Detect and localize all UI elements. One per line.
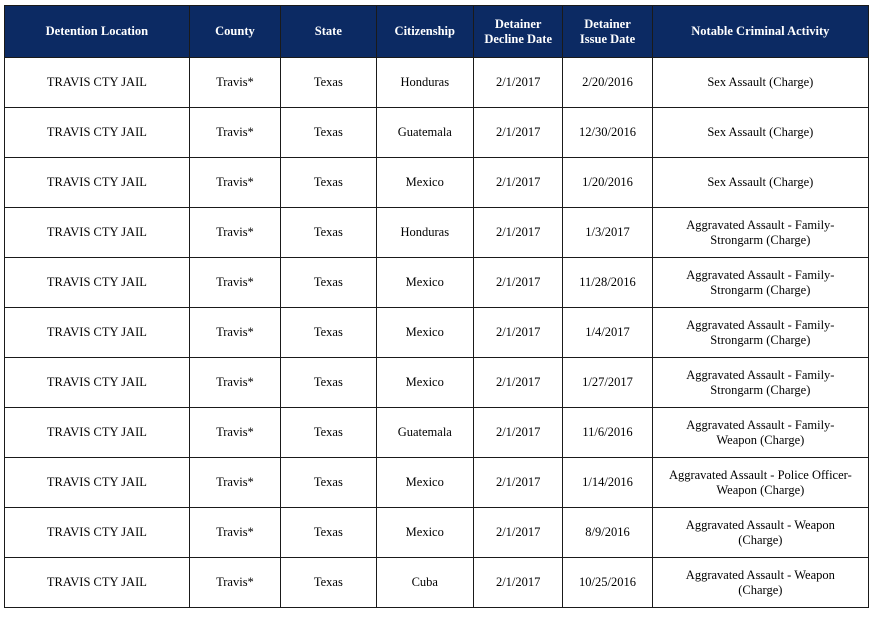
cell-state: Texas bbox=[281, 508, 376, 558]
table-row bbox=[5, 558, 869, 608]
detainer-table bbox=[4, 5, 869, 608]
cell-citizenship: Honduras bbox=[376, 208, 473, 258]
cell-detention-location: TRAVIS CTY JAIL bbox=[5, 508, 190, 558]
cell-decline-date: 2/1/2017 bbox=[474, 458, 563, 508]
table-row bbox=[5, 358, 869, 408]
header-label: Citizenship bbox=[394, 24, 455, 38]
activity-line: Sex Assault (Charge) bbox=[707, 75, 814, 89]
cell-criminal-activity bbox=[652, 158, 868, 208]
cell-criminal-activity bbox=[652, 558, 868, 608]
header-label: County bbox=[215, 24, 255, 38]
cell-criminal-activity bbox=[652, 408, 868, 458]
activity-line: Sex Assault (Charge) bbox=[707, 125, 814, 139]
cell-county: Travis* bbox=[189, 258, 280, 308]
activity-line: Sex Assault (Charge) bbox=[707, 175, 814, 189]
cell-citizenship: Mexico bbox=[376, 458, 473, 508]
table-row bbox=[5, 508, 869, 558]
activity-line: Aggravated Assault - Family- bbox=[686, 367, 835, 382]
header-criminal-activity bbox=[652, 6, 868, 58]
cell-issue-date: 2/20/2016 bbox=[563, 58, 652, 108]
cell-county: Travis* bbox=[189, 108, 280, 158]
cell-county: Travis* bbox=[189, 458, 280, 508]
cell-criminal-activity bbox=[652, 208, 868, 258]
header-citizenship bbox=[376, 6, 473, 58]
cell-issue-date: 11/28/2016 bbox=[563, 258, 652, 308]
cell-state: Texas bbox=[281, 208, 376, 258]
table-row bbox=[5, 158, 869, 208]
table-row bbox=[5, 408, 869, 458]
table-body bbox=[5, 58, 869, 608]
cell-decline-date: 2/1/2017 bbox=[474, 208, 563, 258]
header-detention-location bbox=[5, 6, 190, 58]
cell-criminal-activity bbox=[652, 258, 868, 308]
cell-issue-date: 1/3/2017 bbox=[563, 208, 652, 258]
cell-issue-date: 10/25/2016 bbox=[563, 558, 652, 608]
cell-county: Travis* bbox=[189, 308, 280, 358]
cell-detention-location: TRAVIS CTY JAIL bbox=[5, 58, 190, 108]
cell-detention-location: TRAVIS CTY JAIL bbox=[5, 408, 190, 458]
cell-decline-date: 2/1/2017 bbox=[474, 108, 563, 158]
activity-line: Weapon (Charge) bbox=[716, 482, 805, 497]
header-label: State bbox=[314, 24, 342, 38]
cell-decline-date: 2/1/2017 bbox=[474, 358, 563, 408]
cell-issue-date: 1/4/2017 bbox=[563, 308, 652, 358]
table-row bbox=[5, 308, 869, 358]
cell-criminal-activity bbox=[652, 508, 868, 558]
table-row bbox=[5, 108, 869, 158]
cell-county: Travis* bbox=[189, 358, 280, 408]
activity-line: Strongarm (Charge) bbox=[710, 282, 811, 297]
activity-line: Aggravated Assault - Police Officer- bbox=[668, 467, 852, 482]
cell-state: Texas bbox=[281, 108, 376, 158]
activity-line: Strongarm (Charge) bbox=[710, 332, 811, 347]
cell-decline-date: 2/1/2017 bbox=[474, 508, 563, 558]
detainer-table-container bbox=[4, 5, 869, 608]
cell-criminal-activity bbox=[652, 458, 868, 508]
table-header bbox=[5, 6, 869, 58]
cell-detention-location: TRAVIS CTY JAIL bbox=[5, 108, 190, 158]
activity-line: Aggravated Assault - Family- bbox=[686, 217, 835, 232]
cell-county: Travis* bbox=[189, 558, 280, 608]
cell-detention-location: TRAVIS CTY JAIL bbox=[5, 158, 190, 208]
cell-state: Texas bbox=[281, 308, 376, 358]
cell-detention-location: TRAVIS CTY JAIL bbox=[5, 458, 190, 508]
activity-line: Strongarm (Charge) bbox=[710, 382, 811, 397]
cell-criminal-activity bbox=[652, 308, 868, 358]
cell-detention-location: TRAVIS CTY JAIL bbox=[5, 558, 190, 608]
header-label: Detention Location bbox=[45, 24, 149, 38]
cell-state: Texas bbox=[281, 358, 376, 408]
cell-state: Texas bbox=[281, 58, 376, 108]
cell-issue-date: 11/6/2016 bbox=[563, 408, 652, 458]
cell-citizenship: Honduras bbox=[376, 58, 473, 108]
header-label: Notable Criminal Activity bbox=[691, 24, 830, 38]
cell-detention-location: TRAVIS CTY JAIL bbox=[5, 308, 190, 358]
cell-county: Travis* bbox=[189, 508, 280, 558]
cell-county: Travis* bbox=[189, 208, 280, 258]
header-label: Issue Date bbox=[579, 31, 636, 46]
table-row bbox=[5, 58, 869, 108]
activity-line: Aggravated Assault - Family- bbox=[686, 267, 835, 282]
cell-state: Texas bbox=[281, 158, 376, 208]
cell-criminal-activity bbox=[652, 58, 868, 108]
cell-detention-location: TRAVIS CTY JAIL bbox=[5, 258, 190, 308]
header-decline-date bbox=[474, 6, 563, 58]
cell-state: Texas bbox=[281, 458, 376, 508]
cell-decline-date: 2/1/2017 bbox=[474, 258, 563, 308]
cell-criminal-activity bbox=[652, 358, 868, 408]
cell-citizenship: Guatemala bbox=[376, 408, 473, 458]
cell-citizenship: Mexico bbox=[376, 358, 473, 408]
cell-county: Travis* bbox=[189, 158, 280, 208]
cell-county: Travis* bbox=[189, 408, 280, 458]
cell-issue-date: 8/9/2016 bbox=[563, 508, 652, 558]
header-county bbox=[189, 6, 280, 58]
cell-citizenship: Mexico bbox=[376, 258, 473, 308]
cell-decline-date: 2/1/2017 bbox=[474, 558, 563, 608]
cell-citizenship: Guatemala bbox=[376, 108, 473, 158]
activity-line: Strongarm (Charge) bbox=[710, 232, 811, 247]
cell-detention-location: TRAVIS CTY JAIL bbox=[5, 208, 190, 258]
cell-state: Texas bbox=[281, 408, 376, 458]
activity-line: Aggravated Assault - Family- bbox=[686, 317, 835, 332]
cell-issue-date: 1/27/2017 bbox=[563, 358, 652, 408]
cell-citizenship: Mexico bbox=[376, 508, 473, 558]
activity-line: Aggravated Assault - Weapon bbox=[685, 517, 835, 532]
table-row bbox=[5, 258, 869, 308]
table-row bbox=[5, 208, 869, 258]
activity-line: Aggravated Assault - Weapon bbox=[685, 567, 835, 582]
cell-citizenship: Mexico bbox=[376, 308, 473, 358]
cell-decline-date: 2/1/2017 bbox=[474, 408, 563, 458]
cell-citizenship: Cuba bbox=[376, 558, 473, 608]
activity-line: Weapon (Charge) bbox=[716, 432, 805, 447]
cell-state: Texas bbox=[281, 558, 376, 608]
cell-detention-location: TRAVIS CTY JAIL bbox=[5, 358, 190, 408]
activity-line: Aggravated Assault - Family- bbox=[686, 417, 835, 432]
cell-citizenship: Mexico bbox=[376, 158, 473, 208]
table-row bbox=[5, 458, 869, 508]
cell-issue-date: 1/14/2016 bbox=[563, 458, 652, 508]
activity-line: (Charge) bbox=[738, 582, 783, 597]
header-label: Detainer bbox=[494, 16, 542, 31]
header-issue-date bbox=[563, 6, 652, 58]
header-label: Decline Date bbox=[484, 31, 553, 46]
header-state bbox=[281, 6, 376, 58]
header-label: Detainer bbox=[584, 16, 631, 31]
cell-decline-date: 2/1/2017 bbox=[474, 308, 563, 358]
cell-decline-date: 2/1/2017 bbox=[474, 58, 563, 108]
cell-county: Travis* bbox=[189, 58, 280, 108]
cell-criminal-activity bbox=[652, 108, 868, 158]
cell-decline-date: 2/1/2017 bbox=[474, 158, 563, 208]
header-row bbox=[5, 6, 869, 58]
activity-line: (Charge) bbox=[738, 532, 783, 547]
cell-issue-date: 1/20/2016 bbox=[563, 158, 652, 208]
cell-issue-date: 12/30/2016 bbox=[563, 108, 652, 158]
cell-state: Texas bbox=[281, 258, 376, 308]
